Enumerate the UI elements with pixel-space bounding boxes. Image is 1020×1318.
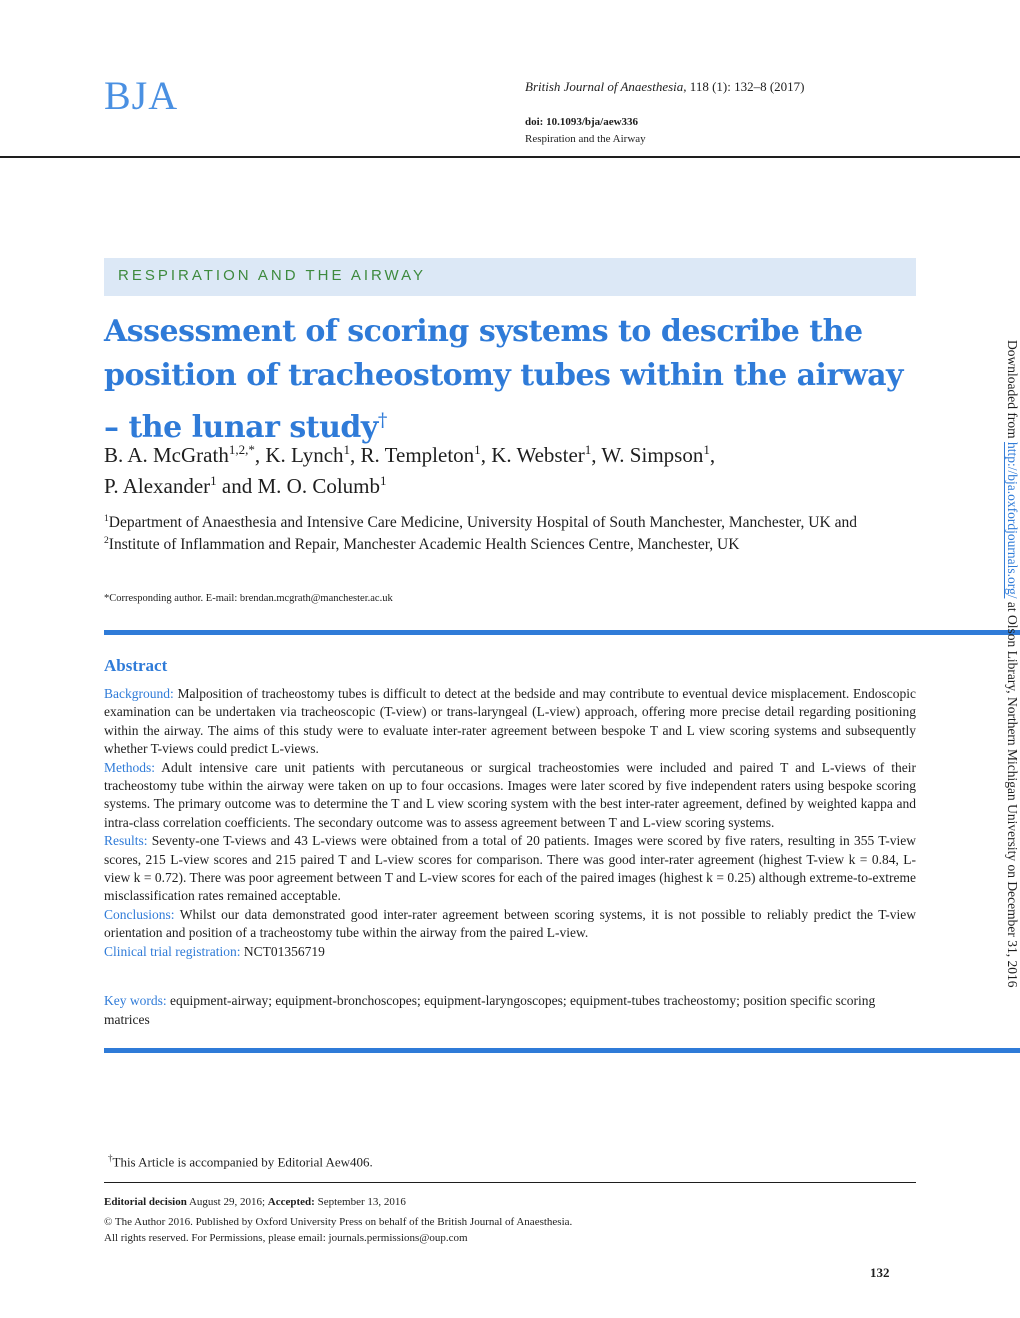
author: K. Webster$^1$, (491, 442, 602, 467)
affiliations: $^1$Department of Anaesthesia and Intensive Care Medicine, University Hospital of South Manchester, Manchester, UK and $^2$Institute of Inflammation and Repair, Manchester Academic Health Sciences Centre, Manchester, UK (104, 512, 857, 553)
journal-name: British Journal of Anaesthesia (525, 79, 684, 94)
abstract-top-divider (104, 630, 1020, 635)
abstract-trial-registration: Clinical trial registration: NCT01356719 (104, 943, 325, 959)
author: P. Alexander$^1$ and (104, 473, 258, 498)
journal-volume: , 118 (1): 132–8 (2017) (683, 79, 805, 94)
article-title (104, 310, 924, 450)
author: B. A. McGrath$^{1,2,*}$, (104, 442, 266, 467)
doi[interactable]: doi: 10.1093/bja/aew336 (525, 116, 639, 128)
journal-logo: BJA (104, 73, 179, 118)
title-footnote-mark: † (377, 409, 387, 431)
abstract-methods: Methods: Adult intensive care unit patients with percutaneous or surgical tracheostomies were included and paired T and L-views of their tracheostomy tube within the airway were taken on up to four occasions. Images were later scored by five independent raters using bespoke scoring systems. The primary outcome was to determine the T and L view scoring system with the best inter-rater agreement, defined by weighted kappa and intra-class correlation coefficients. The secondary outcome was to assess agreement between T and L-view scoring systems. (104, 759, 916, 830)
author: W. Simpson$^1$, (601, 442, 716, 467)
journal-citation (525, 79, 805, 95)
download-note: Downloaded from http://bja.oxfordjournals.org/ at Olson Library, Northern Michigan University on December 31, 2016 (1005, 340, 1020, 988)
keywords: Key words: equipment-airway; equipment-bronchoscopes; equipment-laryngoscopes; equipment-tubes tracheostomy; position specific scoring matrices (104, 993, 876, 1027)
header-divider (0, 156, 1020, 158)
article-title-text: Assessment of scoring systems to describe the position of tracheostomy tubes within the airway – the lunar study (104, 314, 903, 445)
author-list (104, 440, 914, 502)
abstract-body (104, 685, 916, 961)
abstract-conclusions: Conclusions: Whilst our data demonstrated good inter-rater agreement between scoring systems, it is not possible to reliably predict the T-view orientation and position of a tracheostomy tube within the airway from the paired L-view. (104, 906, 917, 941)
section-banner-text: RESPIRATION AND THE AIRWAY (118, 267, 427, 284)
author: R. Templeton$^1$, (360, 442, 492, 467)
download-link[interactable]: http://bja.oxfordjournals.org/ (1005, 441, 1020, 599)
abstract-heading: Abstract (104, 656, 168, 675)
author: M. O. Columb$^1$ (257, 473, 387, 498)
abstract-bottom-divider (104, 1048, 1020, 1053)
author: K. Lynch$^1$, (265, 442, 361, 467)
copyright-line: © The Author 2016. Published by Oxford University Press on behalf of the British Journal of Anaesthesia. (104, 1216, 573, 1228)
abstract-background: Background: Malposition of tracheostomy tubes is difficult to detect at the bedside and may contribute to eventual device misplacement. Endoscopic examination can be undertaken via tracheoscopic (T-view) or trans-laryngeal (L-view) approach, offering more precise detail regarding positioning within the airway. The aims of this study were to evaluate inter-rater agreement between bespoke T and L view scoring systems and subsequently whether T-views could predict L-views. (104, 686, 916, 757)
section-label: Respiration and the Airway (525, 133, 646, 145)
title-footnote: †This Article is accompanied by Editorial Aew406. (108, 1153, 373, 1170)
editorial-dates: Editorial decision August 29, 2016; Accepted: September 13, 2016 (104, 1196, 406, 1208)
abstract-results: Results: Seventy-one T-views and 43 L-views were obtained from a total of 20 patients. Images were scored by five raters, resulting in 355 T-view scores, 215 L-view scores and 215 paired T and L-view scores for comparison. There was good inter-rater agreement (highest T-view k = 0.84, L-view k = 0.72). There was poor agreement between T and L-view scores for each of the paired images (highest k = 0.25) although extreme-to-extreme misclassification rates remained acceptable. (104, 833, 917, 904)
page-number: 132 (870, 1265, 890, 1280)
permissions-line: All rights reserved. For Permissions, please email: journals.permissions@oup.com (104, 1232, 468, 1244)
footer-divider (104, 1182, 916, 1183)
corresponding-author: *Corresponding author. E-mail: brendan.mcgrath@manchester.ac.uk (104, 593, 393, 604)
section-banner (104, 258, 916, 296)
